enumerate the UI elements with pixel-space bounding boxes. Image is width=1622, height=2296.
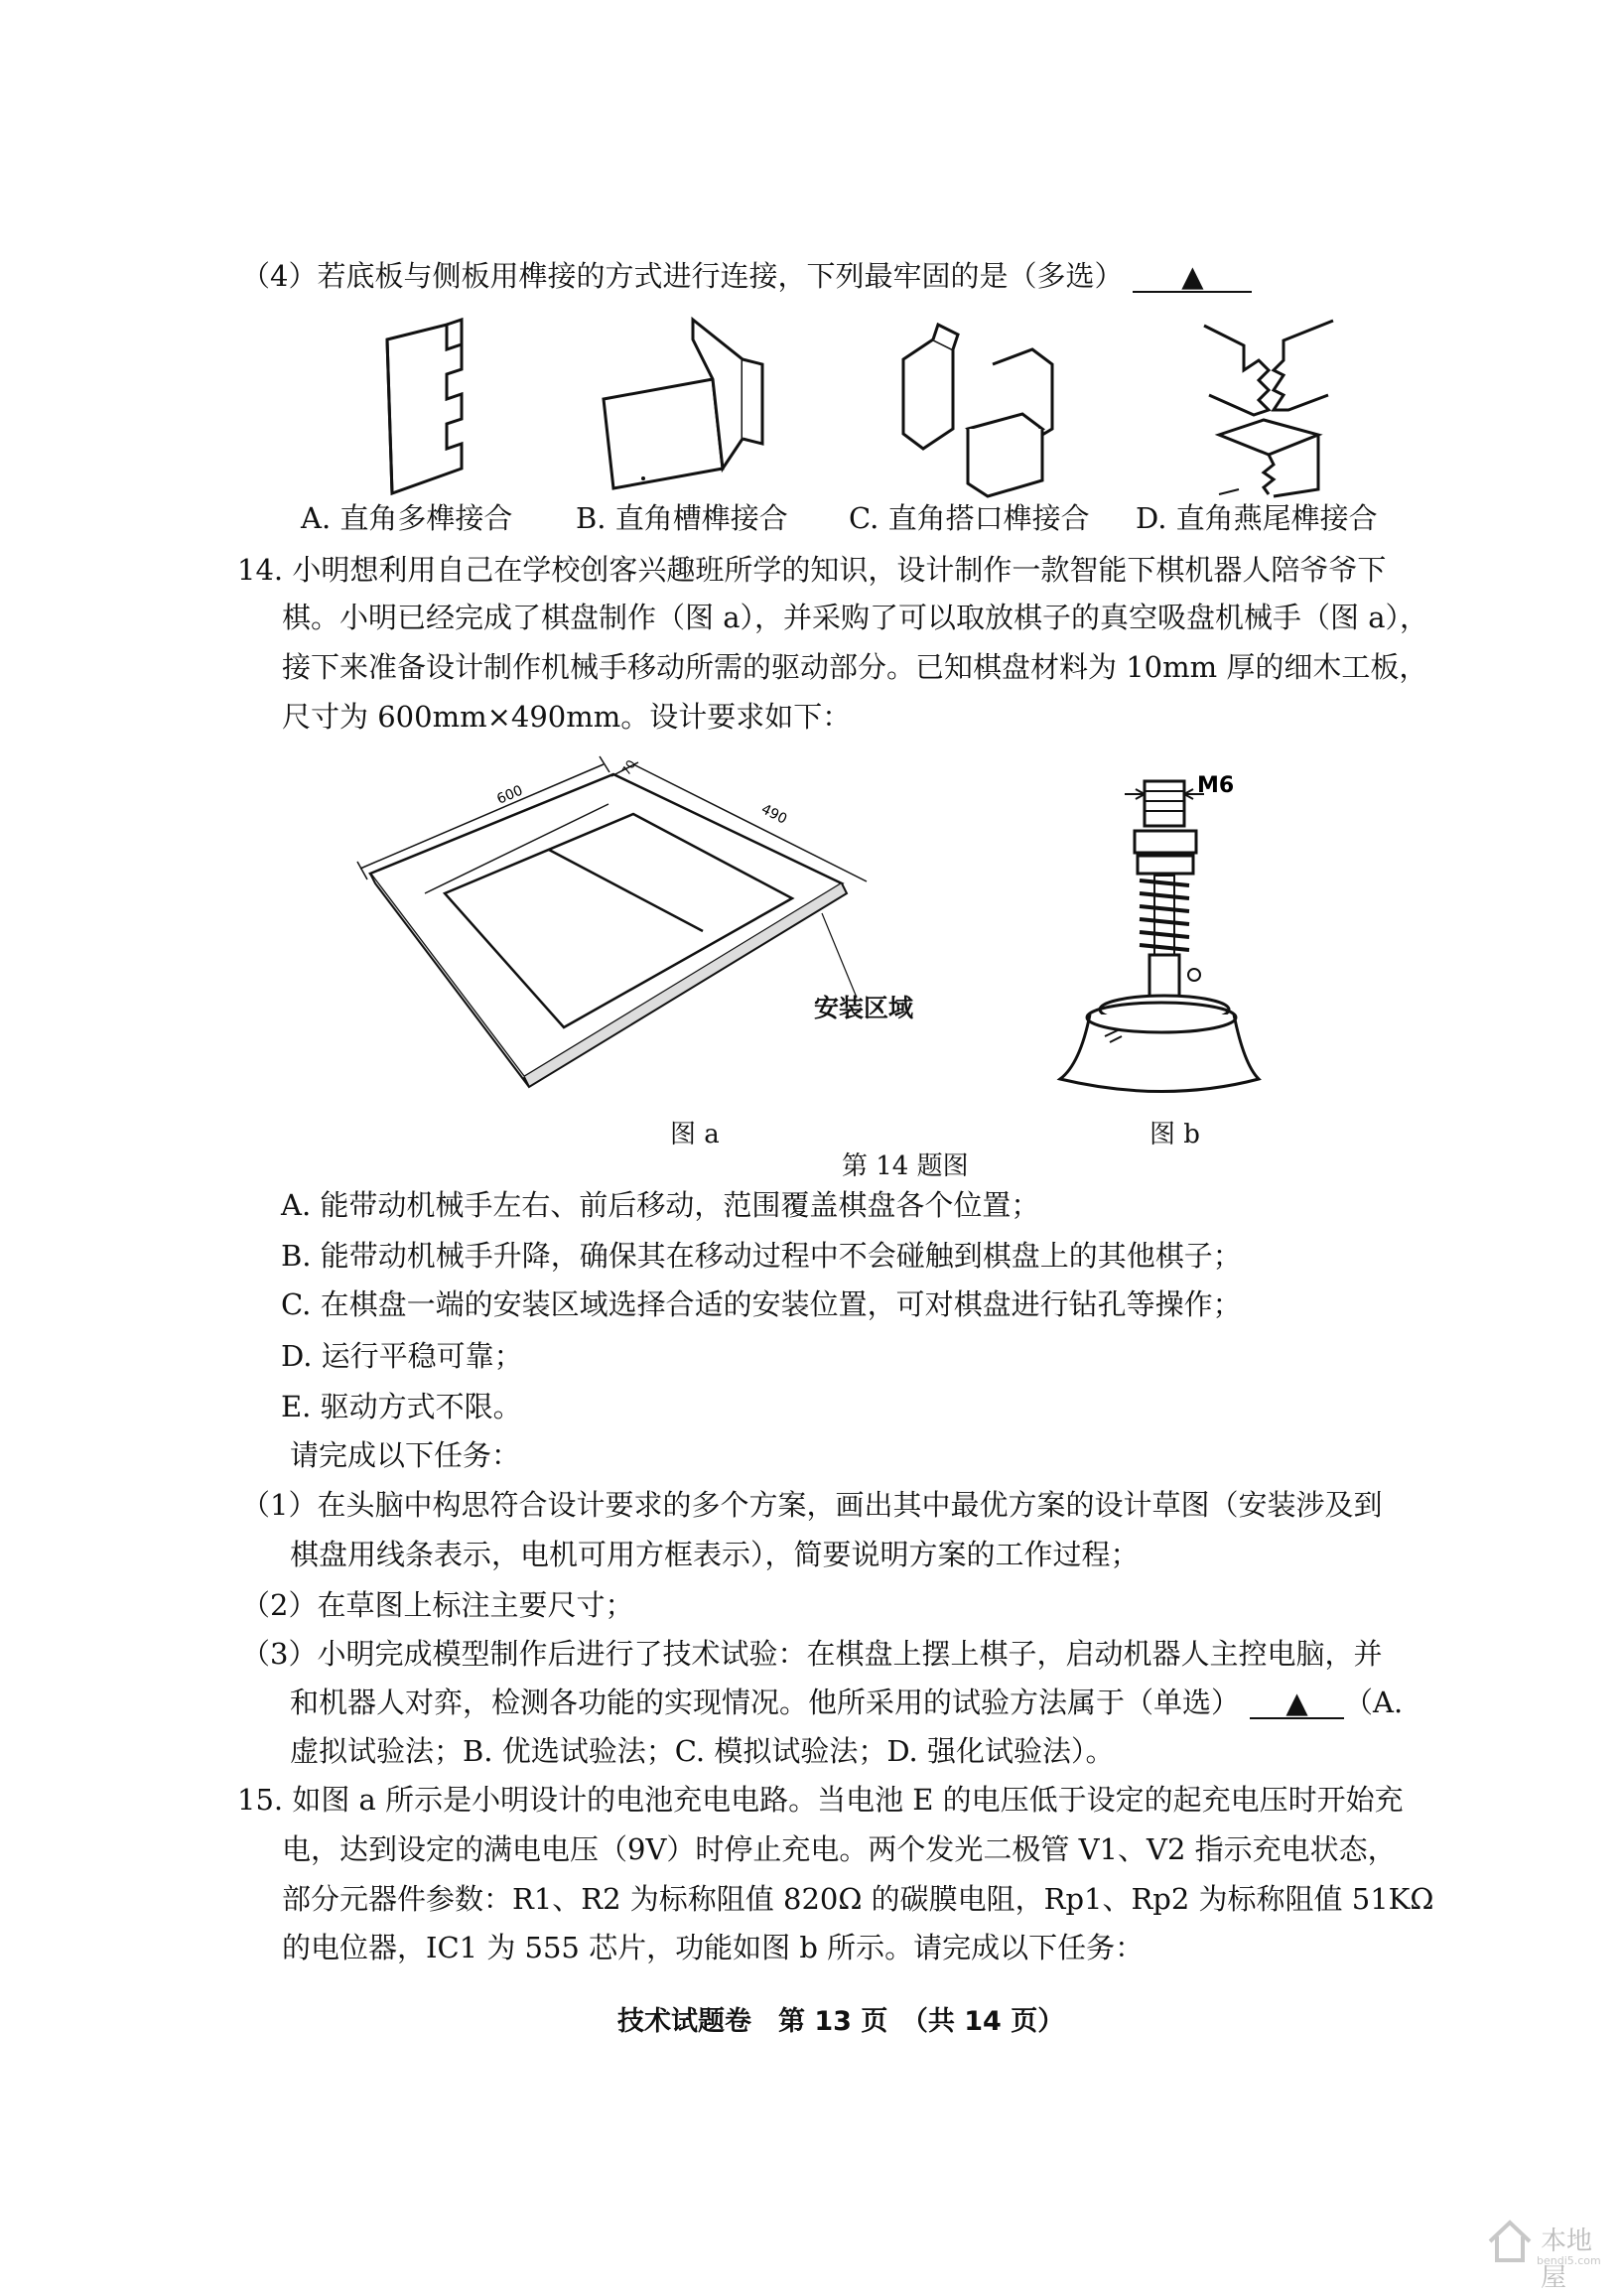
option-c: C. 直角搭口榫接合 bbox=[849, 501, 1090, 535]
task-3-line-2-tail: （A. bbox=[1344, 1686, 1404, 1719]
task-3-line-2-text: 和机器人对弈，检测各功能的实现情况。他所采用的试验方法属于（单选） bbox=[290, 1686, 1241, 1719]
watermark-text: 本地屋 bbox=[1541, 2227, 1593, 2293]
option-b: B. 直角槽榫接合 bbox=[576, 501, 788, 535]
thread-label: M6 bbox=[1197, 773, 1235, 798]
suction-cup-figure bbox=[1050, 773, 1269, 1094]
requirement-e: E. 驱动方式不限。 bbox=[281, 1390, 522, 1423]
answer-mark: ▲ bbox=[1181, 259, 1204, 293]
figure-b-caption: 图 b bbox=[1149, 1120, 1200, 1149]
dim-70-label: 70 bbox=[618, 757, 639, 778]
page-footer: 技术试题卷 第 13 页 （共 14 页） bbox=[617, 2006, 1065, 2037]
task-heading: 请完成以下任务： bbox=[290, 1438, 521, 1472]
install-area-label: 安装区域 bbox=[814, 994, 914, 1022]
q15-line-1: 15. 如图 a 所示是小明设计的电池充电电路。当电池 E 的电压低于设定的起充电压时开始充 bbox=[237, 1783, 1404, 1817]
watermark bbox=[1485, 2217, 1601, 2293]
house-icon bbox=[1485, 2217, 1535, 2266]
task-3-answer-mark: ▲ bbox=[1285, 1686, 1308, 1719]
dim-600-label: 600 bbox=[494, 782, 526, 808]
joint-figure-a bbox=[377, 320, 486, 498]
q14-intro-line-3: 接下来准备设计制作机械手移动所需的驱动部分。已知棋盘材料为 10mm 厚的细木工板， bbox=[282, 650, 1428, 684]
joint-figure-d bbox=[1199, 316, 1338, 499]
q15-line-2: 电，达到设定的满电电压（9V）时停止充电。两个发光二极管 V1、V2 指示充电状态， bbox=[282, 1832, 1397, 1866]
task-2: （2）在草图上标注主要尺寸； bbox=[241, 1588, 634, 1622]
figure-caption: 第 14 题图 bbox=[842, 1151, 969, 1181]
answer-blank bbox=[1133, 259, 1252, 293]
q15-line-3: 部分元器件参数：R1、R2 为标称阻值 820Ω 的碳膜电阻，Rp1、Rp2 为标称阻值 51KΩ bbox=[282, 1882, 1434, 1916]
joint-figure-c bbox=[898, 320, 1077, 498]
option-a: A. 直角多榫接合 bbox=[301, 501, 513, 535]
option-d: D. 直角燕尾榫接合 bbox=[1136, 501, 1378, 535]
q15-line-4: 的电位器，IC1 为 555 芯片，功能如图 b 所示。请完成以下任务： bbox=[282, 1931, 1145, 1964]
task-1-line-1: （1）在头脑中构思符合设计要求的多个方案，画出其中最优方案的设计草图（安装涉及到 bbox=[241, 1488, 1383, 1522]
task-3-answer-blank bbox=[1250, 1688, 1344, 1719]
requirement-d: D. 运行平稳可靠； bbox=[281, 1339, 523, 1373]
q14-intro-line-1: 14. 小明想利用自己在学校创客兴趣班所学的知识，设计制作一款智能下棋机器人陪爷爷下 bbox=[237, 553, 1387, 587]
requirement-c: C. 在棋盘一端的安装区域选择合适的安装位置，可对棋盘进行钻孔等操作； bbox=[281, 1287, 1242, 1321]
dim-490-label: 490 bbox=[758, 801, 790, 828]
requirement-b: B. 能带动机械手升降，确保其在移动过程中不会碰触到棋盘上的其他棋子； bbox=[281, 1239, 1242, 1273]
task-3-line-2 bbox=[290, 1688, 1403, 1719]
chessboard-figure bbox=[365, 754, 901, 1092]
figure-a-caption: 图 a bbox=[670, 1120, 720, 1149]
task-1-line-2: 棋盘用线条表示，电机可用方框表示），简要说明方案的工作过程； bbox=[290, 1538, 1140, 1571]
task-3-line-3: 虚拟试验法；B. 优选试验法；C. 模拟试验法；D. 强化试验法）。 bbox=[290, 1734, 1115, 1768]
q14-intro-line-2: 棋。小明已经完成了棋盘制作（图 a），并采购了可以取放棋子的真空吸盘机械手（图 a）， bbox=[282, 601, 1429, 634]
q13-4-prompt bbox=[241, 259, 1252, 293]
requirement-a: A. 能带动机械手左右、前后移动，范围覆盖棋盘各个位置； bbox=[281, 1188, 1040, 1222]
joint-figure-b bbox=[594, 320, 782, 488]
q13-4-prompt-text: （4）若底板与侧板用榫接的方式进行连接，下列最牢固的是（多选） bbox=[241, 259, 1124, 293]
watermark-sub: bendi5.com bbox=[1537, 2254, 1601, 2267]
task-3-line-1: （3）小明完成模型制作后进行了技术试验：在棋盘上摆上棋子，启动机器人主控电脑，并 bbox=[241, 1637, 1383, 1671]
q14-intro-line-4: 尺寸为 600mm×490mm。设计要求如下： bbox=[282, 700, 852, 734]
